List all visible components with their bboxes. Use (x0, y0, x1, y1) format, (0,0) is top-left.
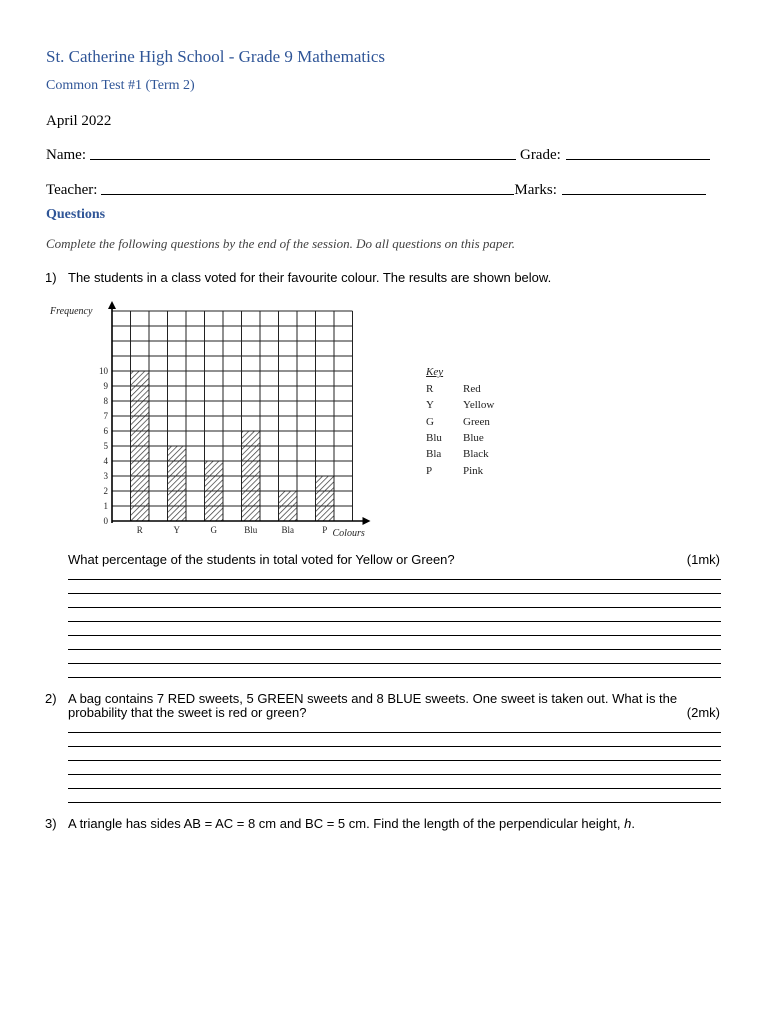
chart-key (426, 366, 494, 479)
key-abbr: Bla (426, 448, 442, 461)
answer-line[interactable] (68, 774, 721, 775)
key-item (426, 446, 494, 462)
answer-line[interactable] (68, 746, 721, 747)
teacher-label: Teacher: (46, 182, 98, 198)
teacher-marks-row (46, 182, 714, 199)
answer-line[interactable] (68, 593, 721, 594)
frequency-bar-chart (40, 300, 380, 545)
marks-field[interactable] (562, 193, 706, 195)
grade-label: Grade: (519, 147, 561, 163)
name-field[interactable] (90, 158, 516, 160)
answer-line[interactable] (68, 802, 721, 803)
grade-field[interactable] (566, 158, 710, 160)
question-text: A bag contains 7 RED sweets, 5 GREEN sweets and 8 BLUE sweets. One sweet is taken out. What is the (68, 691, 678, 706)
question-text: The students in a class voted for their favourite colour. The results are shown below. (68, 270, 552, 285)
answer-line[interactable] (68, 607, 721, 608)
bar-P (316, 476, 335, 521)
key-colour-name: Pink (463, 464, 484, 477)
key-abbr: Blu (426, 432, 442, 445)
name-grade-row (46, 147, 714, 164)
y-axis-title: Frequency (50, 306, 93, 317)
y-tick-label: 1 (103, 501, 108, 511)
question-text: probability that the sweet is red or green? (68, 705, 307, 720)
key-abbr: Y (426, 399, 434, 412)
key-colour-name: Blue (463, 432, 484, 445)
key-abbr: G (426, 415, 434, 428)
key-item (426, 430, 494, 446)
x-tick-label: P (322, 525, 328, 535)
bar-Y (168, 446, 187, 521)
marks-allocation: (2mk) (686, 705, 720, 720)
key-item (426, 414, 494, 430)
x-tick-label: Y (173, 525, 180, 535)
test-date: April 2022 (46, 113, 112, 129)
key-abbr: R (426, 383, 434, 396)
y-tick-label: 7 (103, 411, 108, 421)
key-colour-name: Red (463, 383, 481, 396)
question-text (68, 816, 635, 831)
page-subtitle: Common Test #1 (Term 2) (46, 78, 195, 93)
y-tick-label: 5 (103, 441, 108, 451)
question-3-text: A triangle has sides AB = AC = 8 cm and BC = 5 cm. Find the length of the perpendicular height, (68, 816, 621, 831)
key-title: Key (426, 366, 444, 378)
key-item (426, 397, 494, 413)
y-tick-label: 6 (103, 426, 108, 436)
x-axis-arrow (363, 517, 371, 525)
y-tick-label: 0 (103, 516, 108, 526)
answer-line[interactable] (68, 635, 721, 636)
x-tick-label: R (136, 525, 143, 535)
answer-line[interactable] (68, 621, 721, 622)
y-tick-label: 4 (103, 456, 108, 466)
y-axis-arrow (108, 301, 116, 309)
answer-line[interactable] (68, 788, 721, 789)
y-tick-label: 10 (99, 366, 108, 376)
key-abbr: P (426, 464, 433, 477)
marks-allocation: (1mk) (686, 552, 720, 567)
y-tick-label: 8 (103, 396, 108, 406)
question-subtext: What percentage of the students in total voted for Yellow or Green? (68, 552, 455, 567)
teacher-field[interactable] (101, 193, 514, 195)
x-tick-label: Bla (281, 525, 294, 535)
name-label: Name: (46, 147, 86, 163)
x-axis-title: Colours (332, 528, 365, 539)
answer-line[interactable] (68, 677, 721, 678)
x-tick-label: G (210, 525, 217, 535)
y-tick-label: 3 (103, 471, 108, 481)
answer-line[interactable] (68, 649, 721, 650)
variable-h: h (624, 816, 632, 831)
answer-line[interactable] (68, 732, 721, 733)
questions-heading: Questions (46, 207, 106, 222)
page-title: St. Catherine High School - Grade 9 Mathematics (46, 47, 385, 66)
key-colour-name: Black (463, 448, 489, 461)
question-number: 2) (45, 691, 57, 706)
question-number: 1) (45, 270, 57, 285)
answer-line[interactable] (68, 760, 721, 761)
y-tick-label: 2 (103, 486, 108, 496)
key-item (426, 462, 494, 478)
key-colour-name: Green (463, 415, 490, 428)
answer-line[interactable] (68, 579, 721, 580)
x-tick-label: Blu (244, 525, 258, 535)
marks-label: Marks: (514, 182, 557, 198)
key-colour-name: Yellow (463, 399, 495, 412)
answer-line[interactable] (68, 663, 721, 664)
y-tick-label: 9 (103, 381, 108, 391)
question-number: 3) (45, 816, 57, 831)
question-3-end: . (631, 816, 635, 831)
key-item (426, 381, 494, 397)
instructions-text: Complete the following questions by the end of the session. Do all questions on this paper. (46, 236, 516, 251)
chart-svg (40, 300, 380, 545)
